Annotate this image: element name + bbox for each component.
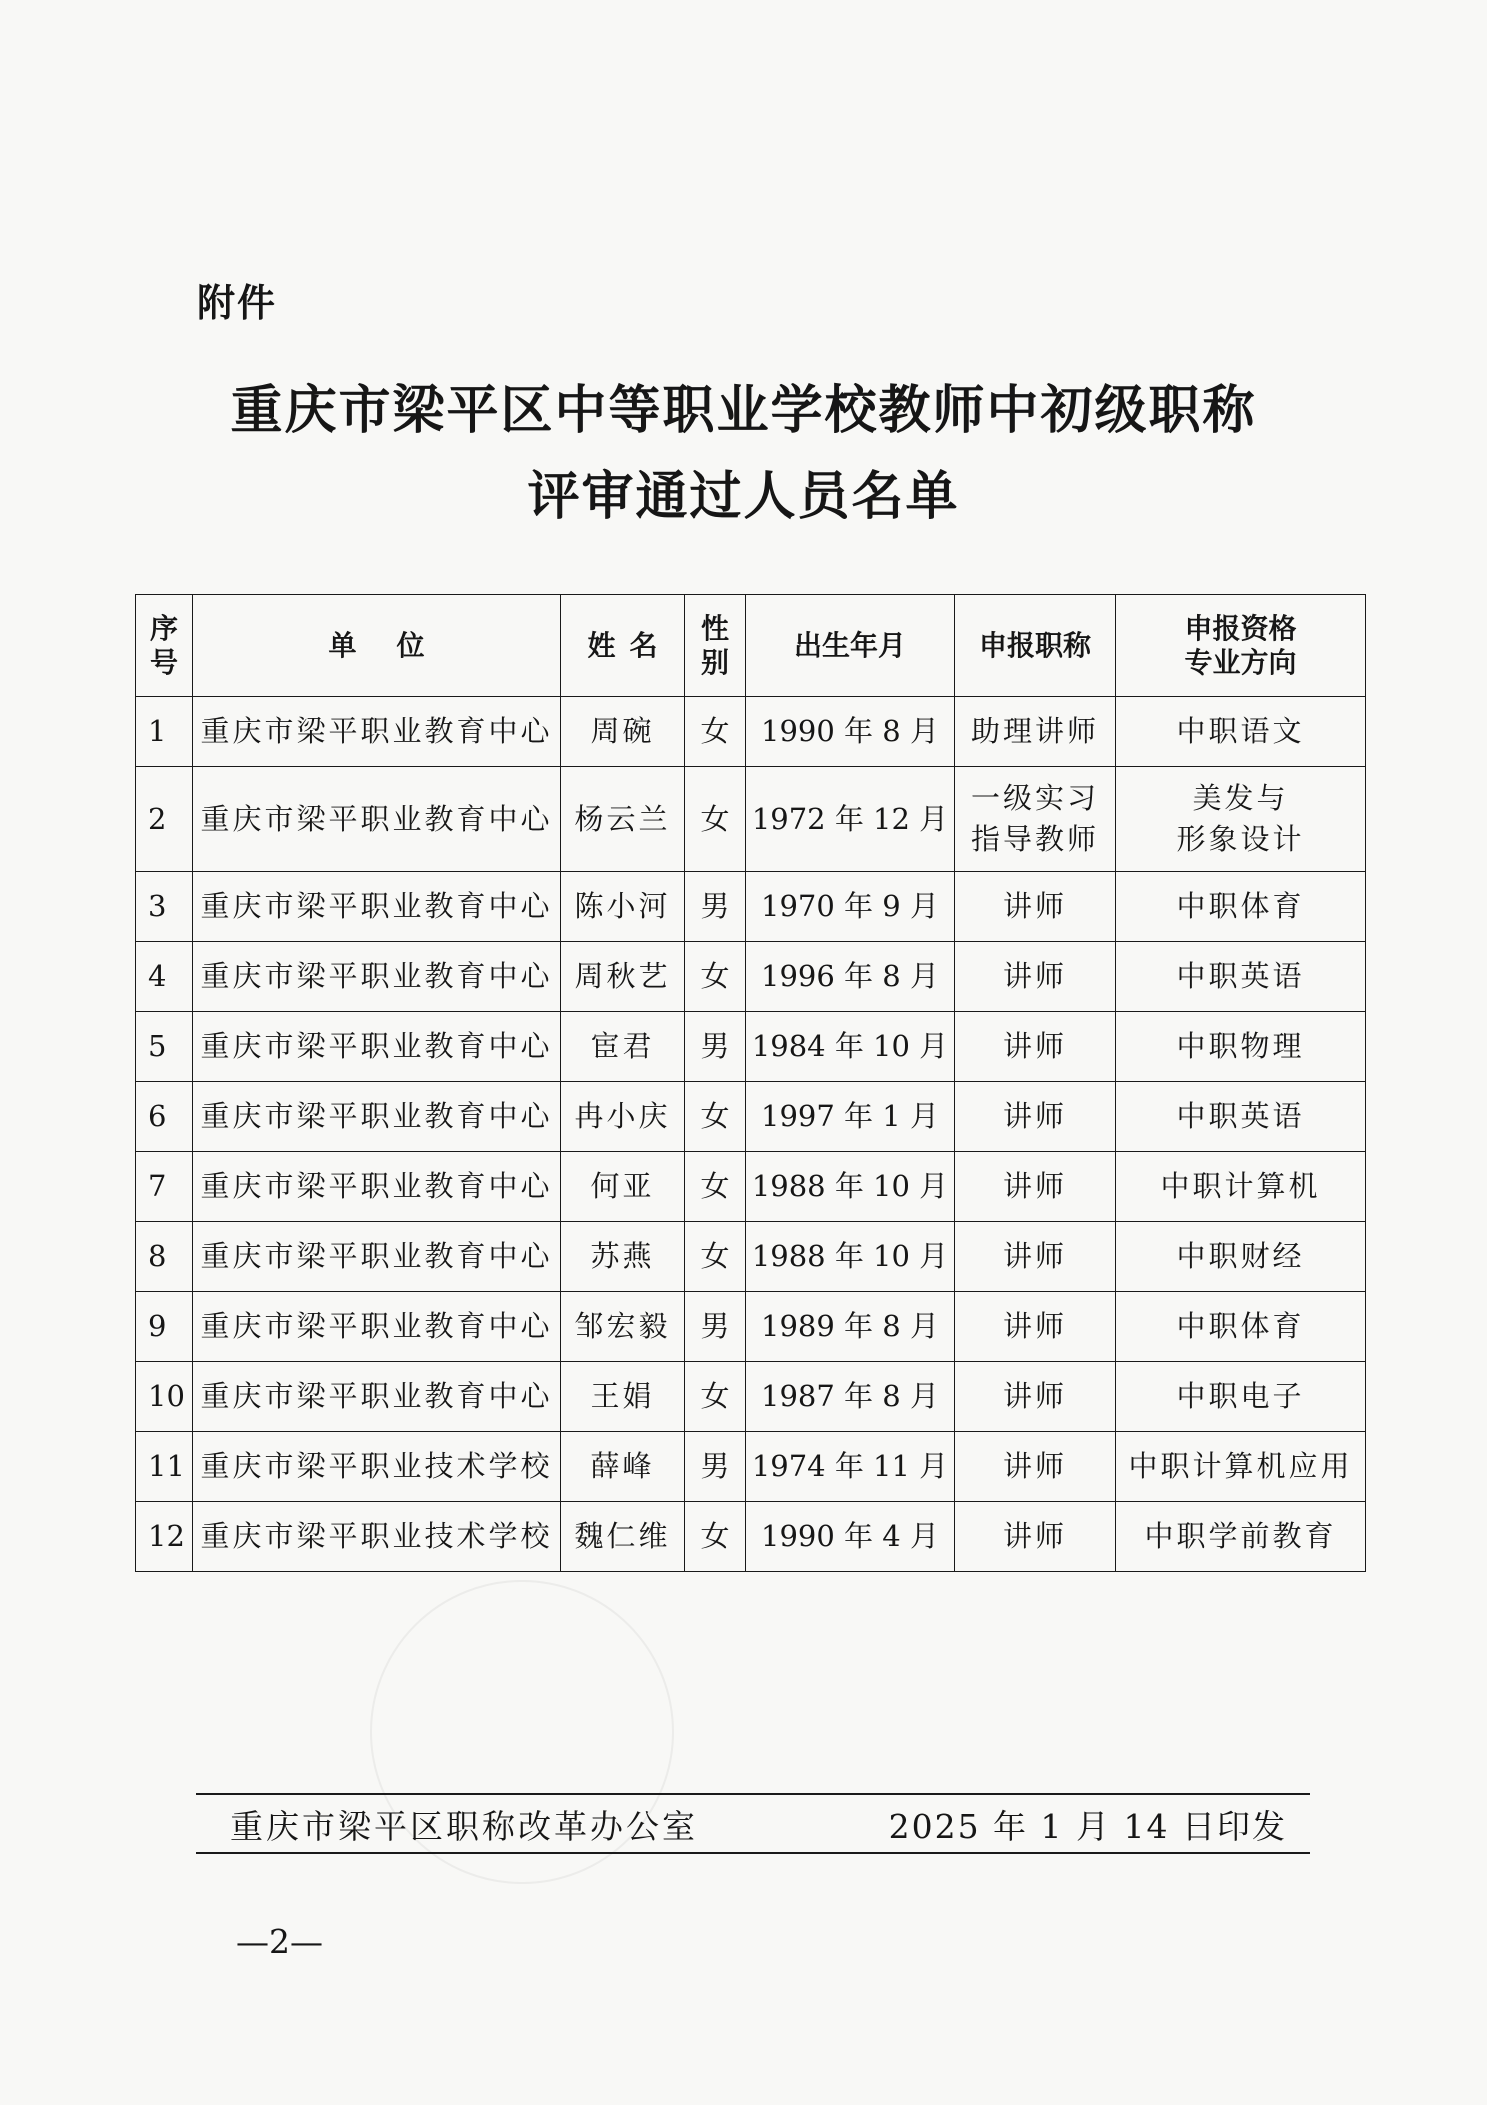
cell-seq: 1 xyxy=(136,697,193,767)
header-title-applied: 申报职称 xyxy=(955,595,1116,697)
cell-unit: 重庆市梁平职业技术学校 xyxy=(193,1502,561,1572)
cell-name: 苏燕 xyxy=(561,1222,685,1292)
table-row xyxy=(136,942,1366,1012)
cell-gender: 女 xyxy=(685,1152,746,1222)
cell-title-applied xyxy=(955,1222,1116,1292)
cell-seq: 6 xyxy=(136,1082,193,1152)
cell-title-applied-line1: 讲师 xyxy=(1002,1449,1067,1483)
cell-unit: 重庆市梁平职业教育中心 xyxy=(193,1012,561,1082)
cell-name: 邹宏毅 xyxy=(561,1292,685,1362)
cell-seq: 5 xyxy=(136,1012,193,1082)
cell-seq: 12 xyxy=(136,1502,193,1572)
cell-title-applied-line1: 讲师 xyxy=(1002,1379,1067,1413)
cell-major-line1: 中职语文 xyxy=(1176,714,1305,748)
cell-seq: 8 xyxy=(136,1222,193,1292)
cell-major xyxy=(1116,1082,1366,1152)
table-row xyxy=(136,1432,1366,1502)
cell-major xyxy=(1116,1432,1366,1502)
header-name xyxy=(561,595,685,697)
attachment-label: 附件 xyxy=(197,281,278,325)
cell-title-applied-line1: 讲师 xyxy=(1002,1099,1067,1133)
cell-gender: 女 xyxy=(685,697,746,767)
cell-title-applied-line1: 讲师 xyxy=(1002,1239,1067,1273)
cell-name: 宦君 xyxy=(561,1012,685,1082)
approved-staff-table xyxy=(135,594,1366,1572)
cell-gender: 男 xyxy=(685,1432,746,1502)
page-number: —2— xyxy=(236,1922,323,1961)
header-seq-line1: 序 xyxy=(149,611,178,645)
cell-title-applied xyxy=(955,767,1116,872)
header-seq-line2: 号 xyxy=(149,645,178,679)
cell-seq: 3 xyxy=(136,872,193,942)
cell-major-line1: 中职英语 xyxy=(1176,959,1305,993)
cell-seq: 9 xyxy=(136,1292,193,1362)
cell-title-applied-line1: 助理讲师 xyxy=(970,714,1099,748)
cell-gender: 男 xyxy=(685,1292,746,1362)
cell-name: 魏仁维 xyxy=(561,1502,685,1572)
cell-name: 周秋艺 xyxy=(561,942,685,1012)
cell-gender: 女 xyxy=(685,1502,746,1572)
cell-birth: 1990 年 4 月 xyxy=(746,1502,955,1572)
cell-major-line2: 形象设计 xyxy=(1176,822,1305,856)
cell-unit: 重庆市梁平职业教育中心 xyxy=(193,767,561,872)
document-title-line1: 重庆市梁平区中等职业学校教师中初级职称 xyxy=(230,381,1257,441)
table-header-row xyxy=(136,595,1366,697)
header-unit xyxy=(193,595,561,697)
header-gender-line1: 性 xyxy=(700,611,729,645)
footer-rule-bottom xyxy=(196,1852,1310,1854)
cell-title-applied xyxy=(955,1152,1116,1222)
table-row xyxy=(136,872,1366,942)
cell-major-line1: 中职计算机 xyxy=(1160,1169,1321,1203)
cell-title-applied-line1: 讲师 xyxy=(1002,889,1067,923)
issue-date: 2025 年 1 月 14 日印发 xyxy=(888,1807,1287,1846)
cell-unit: 重庆市梁平职业教育中心 xyxy=(193,1292,561,1362)
cell-seq: 7 xyxy=(136,1152,193,1222)
table-row xyxy=(136,1222,1366,1292)
table-row xyxy=(136,1012,1366,1082)
cell-birth: 1984 年 10 月 xyxy=(746,1012,955,1082)
cell-birth: 1988 年 10 月 xyxy=(746,1152,955,1222)
cell-title-applied xyxy=(955,1502,1116,1572)
header-gender xyxy=(685,595,746,697)
cell-title-applied-line1: 讲师 xyxy=(1002,1309,1067,1343)
cell-name: 薛峰 xyxy=(561,1432,685,1502)
cell-birth: 1987 年 8 月 xyxy=(746,1362,955,1432)
cell-name: 何亚 xyxy=(561,1152,685,1222)
cell-major-line1: 中职物理 xyxy=(1176,1029,1305,1063)
cell-major xyxy=(1116,1152,1366,1222)
cell-major-line1: 中职体育 xyxy=(1176,1309,1305,1343)
cell-birth: 1970 年 9 月 xyxy=(746,872,955,942)
cell-gender: 男 xyxy=(685,1012,746,1082)
cell-title-applied-line2: 指导教师 xyxy=(970,822,1099,856)
cell-birth: 1974 年 11 月 xyxy=(746,1432,955,1502)
header-seq xyxy=(136,595,193,697)
cell-major xyxy=(1116,767,1366,872)
cell-title-applied xyxy=(955,872,1116,942)
cell-title-applied-line1: 讲师 xyxy=(1002,959,1067,993)
cell-name: 周碗 xyxy=(561,697,685,767)
document-title-line2: 评审通过人员名单 xyxy=(527,467,960,527)
cell-title-applied-line1: 讲师 xyxy=(1002,1169,1067,1203)
cell-birth: 1972 年 12 月 xyxy=(746,767,955,872)
cell-major-line1: 中职英语 xyxy=(1176,1099,1305,1133)
cell-name: 陈小河 xyxy=(561,872,685,942)
footer-rule-top xyxy=(196,1793,1310,1795)
cell-birth: 1996 年 8 月 xyxy=(746,942,955,1012)
cell-title-applied xyxy=(955,1292,1116,1362)
cell-major-line1: 中职体育 xyxy=(1176,889,1305,923)
cell-major xyxy=(1116,1012,1366,1082)
cell-unit: 重庆市梁平职业教育中心 xyxy=(193,1152,561,1222)
header-major-line1: 申报资格 xyxy=(1184,611,1297,645)
cell-gender: 男 xyxy=(685,872,746,942)
cell-title-applied-line1: 一级实习 xyxy=(970,781,1099,815)
table-row xyxy=(136,767,1366,872)
cell-gender: 女 xyxy=(685,767,746,872)
header-gender-line2: 别 xyxy=(700,645,729,679)
cell-title-applied-line1: 讲师 xyxy=(1002,1519,1067,1553)
cell-title-applied xyxy=(955,1082,1116,1152)
table-row xyxy=(136,1362,1366,1432)
cell-unit: 重庆市梁平职业教育中心 xyxy=(193,697,561,767)
table-body xyxy=(136,697,1366,1572)
cell-seq: 11 xyxy=(136,1432,193,1502)
cell-unit: 重庆市梁平职业教育中心 xyxy=(193,1082,561,1152)
cell-major-line1: 中职计算机应用 xyxy=(1128,1449,1353,1483)
cell-title-applied xyxy=(955,942,1116,1012)
cell-birth: 1990 年 8 月 xyxy=(746,697,955,767)
header-name-label: 姓名 xyxy=(587,628,672,662)
header-major-line2: 专业方向 xyxy=(1184,645,1297,679)
cell-seq: 10 xyxy=(136,1362,193,1432)
cell-birth: 1988 年 10 月 xyxy=(746,1222,955,1292)
cell-title-applied xyxy=(955,1362,1116,1432)
table-row xyxy=(136,1502,1366,1572)
cell-unit: 重庆市梁平职业技术学校 xyxy=(193,1432,561,1502)
cell-gender: 女 xyxy=(685,1362,746,1432)
cell-title-applied xyxy=(955,1012,1116,1082)
table-row xyxy=(136,1082,1366,1152)
cell-seq: 4 xyxy=(136,942,193,1012)
cell-seq: 2 xyxy=(136,767,193,872)
cell-major xyxy=(1116,872,1366,942)
cell-name: 冉小庆 xyxy=(561,1082,685,1152)
cell-title-applied xyxy=(955,1432,1116,1502)
cell-birth: 1997 年 1 月 xyxy=(746,1082,955,1152)
table-row xyxy=(136,1152,1366,1222)
table-row xyxy=(136,1292,1366,1362)
cell-title-applied xyxy=(955,697,1116,767)
cell-unit: 重庆市梁平职业教育中心 xyxy=(193,1222,561,1292)
cell-gender: 女 xyxy=(685,942,746,1012)
cell-major xyxy=(1116,1502,1366,1572)
cell-unit: 重庆市梁平职业教育中心 xyxy=(193,942,561,1012)
cell-major-line1: 美发与 xyxy=(1192,781,1289,815)
cell-major xyxy=(1116,1222,1366,1292)
cell-name: 杨云兰 xyxy=(561,767,685,872)
cell-major xyxy=(1116,942,1366,1012)
cell-unit: 重庆市梁平职业教育中心 xyxy=(193,872,561,942)
cell-birth: 1989 年 8 月 xyxy=(746,1292,955,1362)
cell-title-applied-line1: 讲师 xyxy=(1002,1029,1067,1063)
cell-name: 王娟 xyxy=(561,1362,685,1432)
cell-major xyxy=(1116,697,1366,767)
cell-gender: 女 xyxy=(685,1222,746,1292)
issuer: 重庆市梁平区职称改革办公室 xyxy=(230,1807,698,1846)
cell-unit: 重庆市梁平职业教育中心 xyxy=(193,1362,561,1432)
cell-major-line1: 中职电子 xyxy=(1176,1379,1305,1413)
cell-major-line1: 中职学前教育 xyxy=(1144,1519,1337,1553)
cell-major xyxy=(1116,1292,1366,1362)
cell-gender: 女 xyxy=(685,1082,746,1152)
table-row xyxy=(136,697,1366,767)
header-major xyxy=(1116,595,1366,697)
cell-major-line1: 中职财经 xyxy=(1176,1239,1305,1273)
header-birth: 出生年月 xyxy=(746,595,955,697)
cell-major xyxy=(1116,1362,1366,1432)
header-unit-label: 单位 xyxy=(328,628,465,662)
